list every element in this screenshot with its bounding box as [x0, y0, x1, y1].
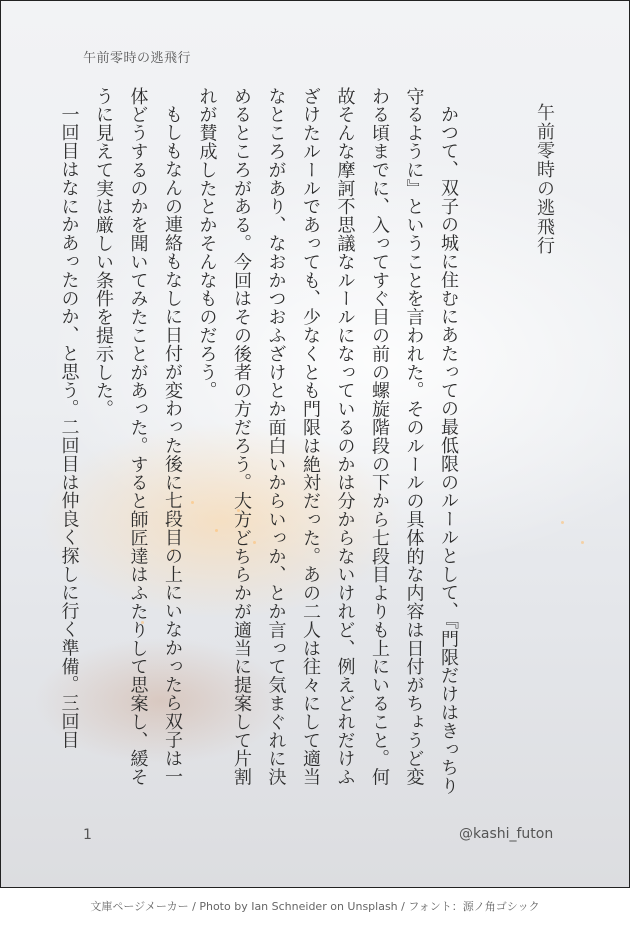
credit-line: 文庫ページメーカー / Photo by Ian Schneider on Unsplash / フォント：源ノ角ゴシック: [90, 900, 540, 913]
page-number: 1: [83, 827, 92, 843]
spark-decoration: [581, 541, 584, 544]
author-handle: @kashi_futon: [459, 826, 554, 842]
spark-decoration: [561, 521, 564, 524]
vertical-title: 午前零時の逃飛行: [534, 103, 555, 255]
paragraph: もしもなんの連絡もなしに日付が変わった後に七段目の上にいなかったら双子は一体どうするのかを聞いてみたことがあった。すると師匠達はふたりして思案し、緩そうに見えて実は厳しい条件を提示した。: [93, 87, 183, 787]
paragraph: かつて、双子の城に住むにあたっての最低限のルールとして、『門限だけはきっちり守るように』ということを言われた。そのルールの具体的な内容は日付がちょうど変わる頃までに、入ってすぐ目の前の螺旋階段の下から七段目よりも上にいること。何故そんな摩訶不思議なルールになっているのかは分からないけれど、例えどれだけふざけたルールであっても、少なくとも門限は絶対だった。あの二人は往々にして適当なところがあり、なおかつおふざけとか面白いからいっか、とか言って気まぐれに決めるところがある。今回はその後者の方だろう。大方どちらかが適当に提案して片割れが賛成したとかそんなものだろう。: [196, 87, 459, 796]
body-text: [58, 87, 465, 797]
header-title: 午前零時の逃飛行: [83, 51, 192, 66]
paragraph: 一回目はなにかあったのか、と思う。二回目は仲良く探しに行く準備。三回目: [58, 105, 80, 749]
